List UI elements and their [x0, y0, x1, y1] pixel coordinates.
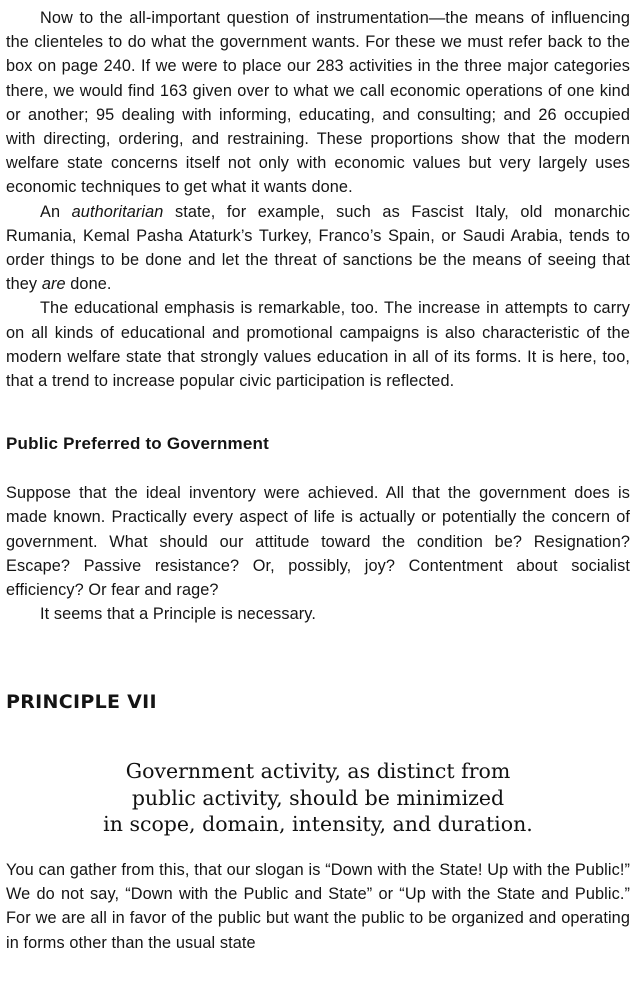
principle-statement-line: in scope, domain, intensity, and duration. [103, 812, 533, 837]
section-heading: Public Preferred to Government [6, 434, 269, 454]
principle-statement [6, 758, 630, 838]
paragraph-authoritarian-end: done. [65, 275, 112, 294]
paragraph-slogan: You can gather from this, that our slogan is “Down with the State! Up with the Public!” We do not say, “Down with the Public and State” or “Up with the State and Public.” For we are all in favor of the public but want the public to be organized and operating in forms other than the usual state [6, 860, 630, 952]
principle-statement-line: public activity, should be minimized [131, 785, 505, 810]
paragraph-authoritarian-middle: state, for example, such as Fascist Italy, old monarchic Rumania, Kemal Pasha Ataturk’s Turkey, Franco’s Spain, or Saudi Arabia, tends to order things to be done and let the threat of sanctions be the means of seeing that they [6, 202, 630, 294]
principle-statement-line: Government activity, as distinct from [125, 759, 511, 784]
principle-heading: PRINCIPLE VII [6, 691, 157, 714]
paragraph-authoritarian-start: An [40, 202, 72, 221]
emphasis-authoritarian: authoritarian [71, 202, 164, 221]
paragraph-instrumentation: Now to the all-important question of instrumentation—the means of influencing the clienteles to do what the government wants. For these we must refer back to the box on page 240. If we were to place our 283 activities in the three major categories there, we would find 163 given over to what we call economic operations of one kind or another; 95 dealing with informing, educating, and consulting; and 26 occupied with directing, ordering, and restraining. These proportions show that the modern welfare state concerns itself not only with economic values but very largely uses economic techniques to get what it wants done. [6, 9, 630, 197]
paragraph-educational-emphasis: The educational emphasis is remarkable, too. The increase in attempts to carry on all kinds of educational and promotional campaigns is also characteristic of the modern welfare state that strongly values education in all of its forms. It is here, too, that a trend to increase popular civic participation is reflected. [6, 299, 630, 391]
paragraph-ideal-inventory: Suppose that the ideal inventory were achieved. All that the government does is made known. Practically every aspect of life is actually or potentially the concern of government. What should our attitude toward the condition be? Resignation? Escape? Passive resistance? Or, possibly, joy? Contentment about socialist efficiency? Or fear and rage? [6, 484, 630, 600]
paragraph-authoritarian [6, 200, 630, 297]
paragraph-principle-necessary: It seems that a Principle is necessary. [40, 605, 316, 624]
emphasis-are: are [41, 275, 66, 294]
